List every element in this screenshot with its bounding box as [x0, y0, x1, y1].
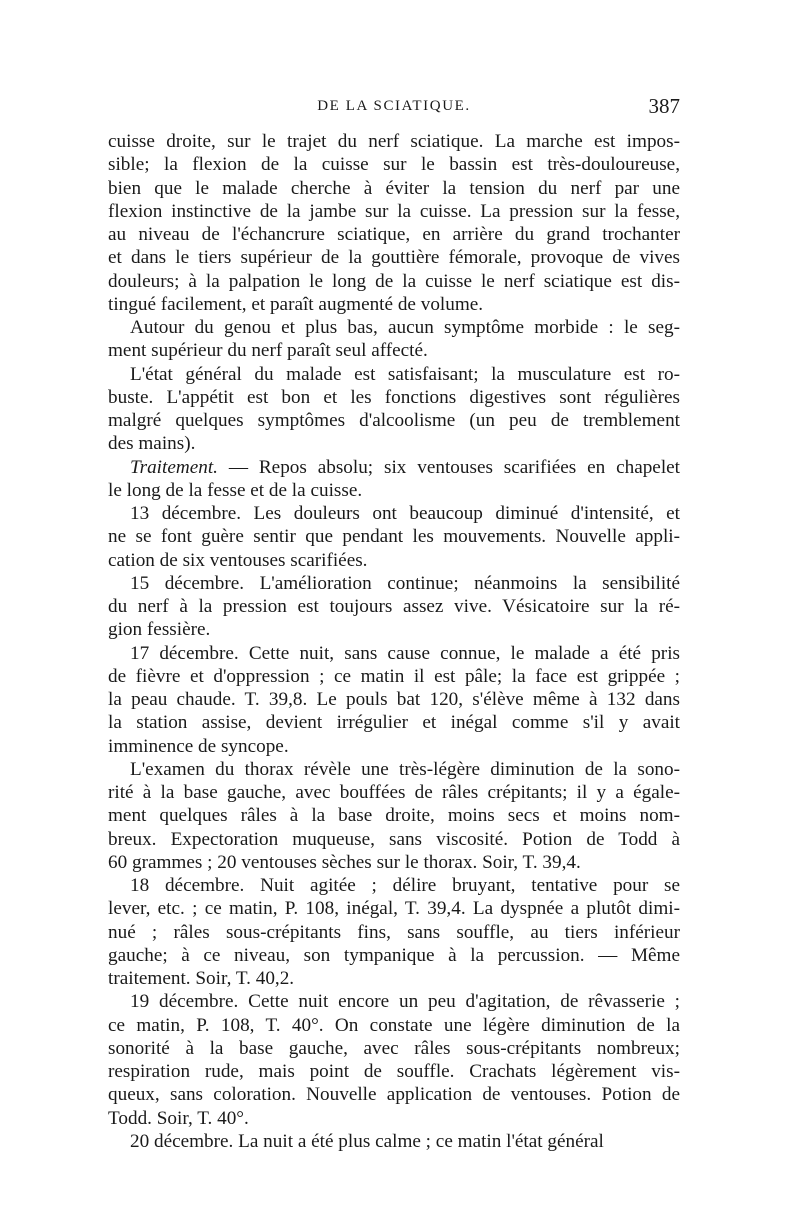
running-title: DE LA SCIATIQUE.: [317, 98, 471, 114]
text-line: rité à la base gauche, avec bouffées de râles crépitants; il y a égale-: [108, 782, 680, 803]
text-line: flexion instinctive de la jambe sur la cuisse. La pression sur la fesse,: [108, 200, 680, 222]
text-line: ment quelques râles à la base droite, moins secs et moins nom-: [108, 805, 680, 827]
page-header: [108, 94, 680, 124]
text-line: des mains).: [108, 433, 196, 455]
text-line: 19 décembre. Cette nuit encore un peu d'agitation, de rêvasserie ;: [130, 991, 680, 1013]
text-line: cuisse droite, sur le trajet du nerf sciatique. La marche est impos-: [108, 131, 680, 152]
text-line: ne se font guère sentir que pendant les mouvements. Nouvelle appli-: [108, 526, 680, 548]
page-number: 387: [648, 94, 680, 118]
text-line: 15 décembre. L'amélioration continue; néanmoins la sensibilité: [130, 572, 680, 594]
text-line: la peau chaude. T. 39,8. Le pouls bat 120, s'élève même à 132 dans: [108, 689, 680, 710]
text-line: traitement. Soir, T. 40,2.: [108, 968, 295, 989]
text-line: cation de six ventouses scarifiées.: [108, 549, 368, 571]
text-line: douleurs; à la palpation le long de la cuisse le nerf sciatique est dis-: [108, 270, 680, 292]
text-line: la station assise, devient irrégulier et inégal comme s'il y avait: [108, 712, 680, 734]
text-line: respiration rude, mais point de souffle. Crachats légèrement vis-: [108, 1061, 680, 1082]
text-line: gauche; à ce niveau, son tympanique à la percussion. — Même: [108, 944, 680, 966]
text-line: ce matin, P. 108, T. 40°. On constate une légère diminution de la: [108, 1014, 680, 1036]
text-line: bien que le malade cherche à éviter la tension du nerf par une: [108, 177, 680, 199]
text-line: L'état général du malade est satisfaisant; la musculature est ro-: [130, 363, 680, 385]
traitement-text: — Repos absolu; six ventouses scarifiées en chapelet: [228, 456, 680, 478]
text-line: nué ; râles sous-crépitants fins, sans souffle, au tiers inférieur: [108, 921, 680, 943]
text-line: au niveau de l'échancrure sciatique, en arrière du grand trochanter: [108, 224, 680, 245]
text-line: sible; la flexion de la cuisse sur le bassin est très-douloureuse,: [108, 154, 680, 176]
text-line: L'examen du thorax révèle une très-légère diminution de la sono-: [130, 758, 680, 780]
text-line: lever, etc. ; ce matin, P. 108, inégal, T. 39,4. La dyspnée a plutôt dimi-: [108, 898, 680, 920]
text-line: malgré quelques symptômes d'alcoolisme (un peu de tremblement: [108, 410, 680, 431]
text-line: imminence de syncope.: [108, 735, 289, 757]
text-line: [108, 456, 680, 479]
text-line: sonorité à la base gauche, avec râles sous-crépitants nombreux;: [108, 1037, 680, 1059]
text-line: du nerf à la pression est toujours assez vive. Vésicatoire sur la ré-: [108, 596, 680, 617]
text-line: tingué facilement, et paraît augmenté de volume.: [108, 293, 484, 315]
text-line: Todd. Soir, T. 40°.: [108, 1107, 249, 1129]
page-body: [108, 130, 680, 1153]
text-line: de fièvre et d'oppression ; ce matin il est pâle; la face est grippée ;: [108, 665, 680, 687]
text-line: 17 décembre. Cette nuit, sans cause connue, le malade a été pris: [130, 642, 680, 664]
text-line: gion fessière.: [108, 619, 211, 641]
text-line: et dans le tiers supérieur de la gouttière fémorale, provoque de vives: [108, 247, 680, 269]
text-line: le long de la fesse et de la cuisse.: [108, 479, 363, 501]
text-line: Autour du genou et plus bas, aucun symptôme morbide : le seg-: [130, 317, 680, 338]
text-line: 18 décembre. Nuit agitée ; délire bruyant, tentative pour se: [130, 875, 680, 896]
traitement-label: Traitement.: [130, 456, 218, 478]
text-line: 20 décembre. La nuit a été plus calme ; ce matin l'état général: [130, 1130, 604, 1152]
text-line: 13 décembre. Les douleurs ont beaucoup diminué d'intensité, et: [130, 503, 680, 524]
text-line: ment supérieur du nerf paraît seul affecté.: [108, 340, 428, 362]
text-line: breux. Expectoration muqueuse, sans viscosité. Potion de Todd à: [108, 828, 680, 850]
text-line: buste. L'appétit est bon et les fonctions digestives sont régulières: [108, 386, 680, 408]
text-line: 60 grammes ; 20 ventouses sèches sur le thorax. Soir, T. 39,4.: [108, 851, 581, 873]
text-line: queux, sans coloration. Nouvelle application de ventouses. Potion de: [108, 1084, 680, 1106]
